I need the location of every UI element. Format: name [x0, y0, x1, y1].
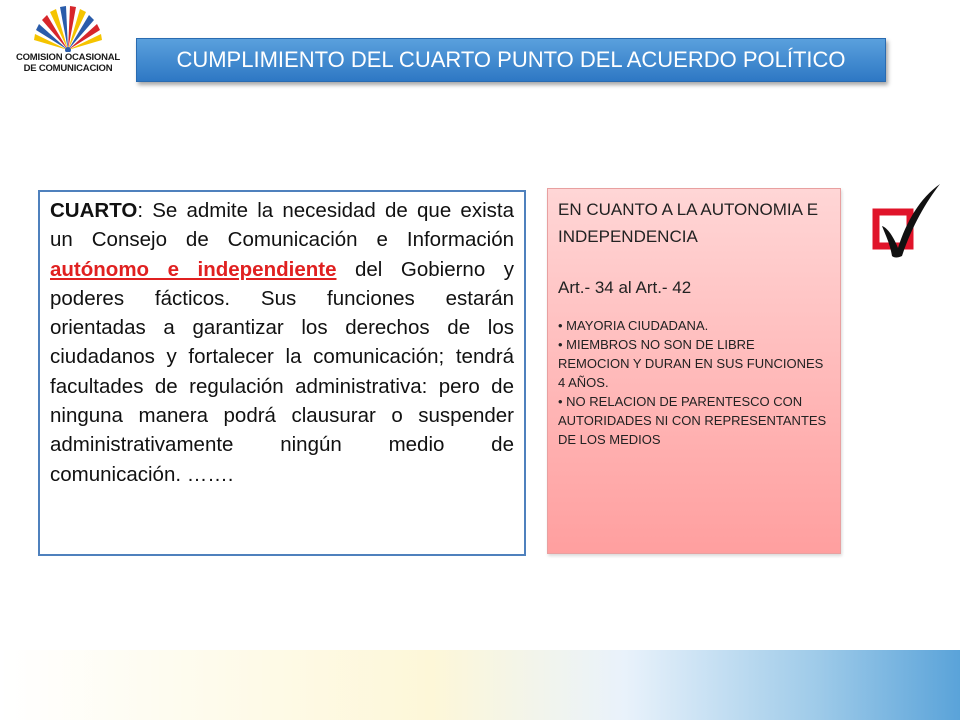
compliance-item: • NO RELACION DE PARENTESCO CON AUTORIDADES NI CON REPRESENTANTES DE LOS MEDIOS — [558, 392, 828, 449]
compliance-item: • MAYORIA CIUDADANA. — [558, 316, 828, 335]
sunburst-logo-icon — [32, 4, 104, 52]
compliance-box — [547, 188, 841, 554]
compliance-item: • MIEMBROS NO SON DE LIBRE REMOCION Y DURAN EN SUS FUNCIONES 4 AÑOS. — [558, 335, 828, 392]
page-title: CUMPLIMIENTO DEL CUARTO PUNTO DEL ACUERDO POLÍTICO — [136, 38, 886, 82]
compliance-articles: Art.- 34 al Art.- 42 — [558, 278, 692, 297]
logo-line-1: COMISION OCASIONAL — [15, 52, 121, 63]
logo-text — [6, 52, 130, 74]
agreement-text-box — [38, 190, 526, 556]
checkmark-box-icon — [868, 176, 948, 266]
agreement-lead: CUARTO — [50, 199, 138, 222]
compliance-list — [558, 316, 828, 449]
agreement-text-after: del Gobierno y poderes fácticos. Sus funciones estarán orientadas a garantizar los derechos de los ciudadanos y fortalecer la comunicación; tendrá facultades de regulación administrativa: pero de ninguna manera podrá clausurar o suspender administrativamente ningún medio de comunicación. ……. — [50, 257, 514, 486]
agreement-text-before: : Se admite la necesidad de que exista un Consejo de Comunicación e Información — [50, 199, 514, 252]
agreement-highlight: autónomo e independiente — [50, 257, 337, 281]
decorative-footer-band — [0, 650, 960, 720]
organization-logo — [6, 4, 130, 80]
compliance-heading: EN CUANTO A LA AUTONOMIA E INDEPENDENCIA — [558, 200, 819, 246]
logo-line-2: DE COMUNICACION — [23, 63, 113, 74]
